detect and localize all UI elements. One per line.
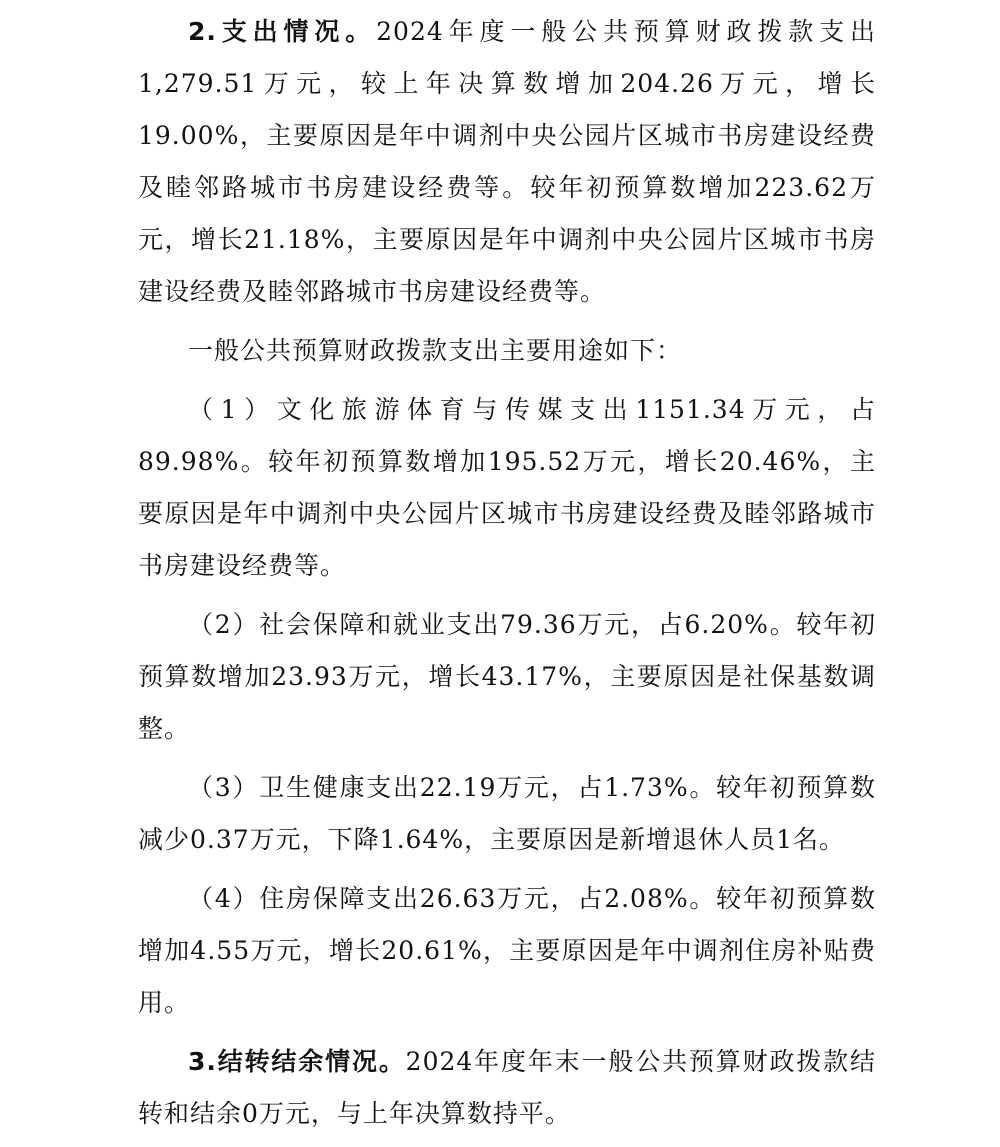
section-3-body: 2024年度年末一般公共预算财政拨款结转和结余0万元，与上年决算数持平。 <box>138 1047 876 1128</box>
usage-intro: 一般公共预算财政拨款支出主要用途如下： <box>188 336 683 365</box>
usage-item-housing: （4）住房保障支出26.63万元，占2.08%。较年初预算数增加4.55万元，增长20.61%，主要原因是年中调剂住房补贴费用。 <box>138 884 876 1017</box>
section-2-heading: 2.支出情况。 <box>188 17 377 46</box>
section-3-paragraph <box>138 1036 876 1140</box>
section-2-body: 2024年度一般公共预算财政拨款支出1,279.51万元，较上年决算数增加204.26万元，增长19.00%，主要原因是年中调剂中央公园片区城市书房建设经费及睦邻路城市书房建设经费等。较年初预算数增加223.62万元，增长21.18%，主要原因是年中调剂中央公园片区城市书房建设经费及睦邻路城市书房建设经费等。 <box>138 17 876 306</box>
section-3-heading: 3.结转结余情况。 <box>188 1047 406 1076</box>
usage-item-health: （3）卫生健康支出22.19万元，占1.73%。较年初预算数减少0.37万元，下降1.64%，主要原因是新增退休人员1名。 <box>138 773 876 854</box>
document-page <box>138 6 876 1147</box>
usage-item-culture: （1）文化旅游体育与传媒支出1151.34万元，占89.98%。较年初预算数增加195.52万元，增长20.46%，主要原因是年中调剂中央公园片区城市书房建设经费及睦邻路城市书房建设经费等。 <box>138 395 876 580</box>
usage-item-social-security: （2）社会保障和就业支出79.36万元，占6.20%。较年初预算数增加23.93万元，增长43.17%，主要原因是社保基数调整。 <box>138 610 876 743</box>
section-2-paragraph <box>138 6 876 318</box>
